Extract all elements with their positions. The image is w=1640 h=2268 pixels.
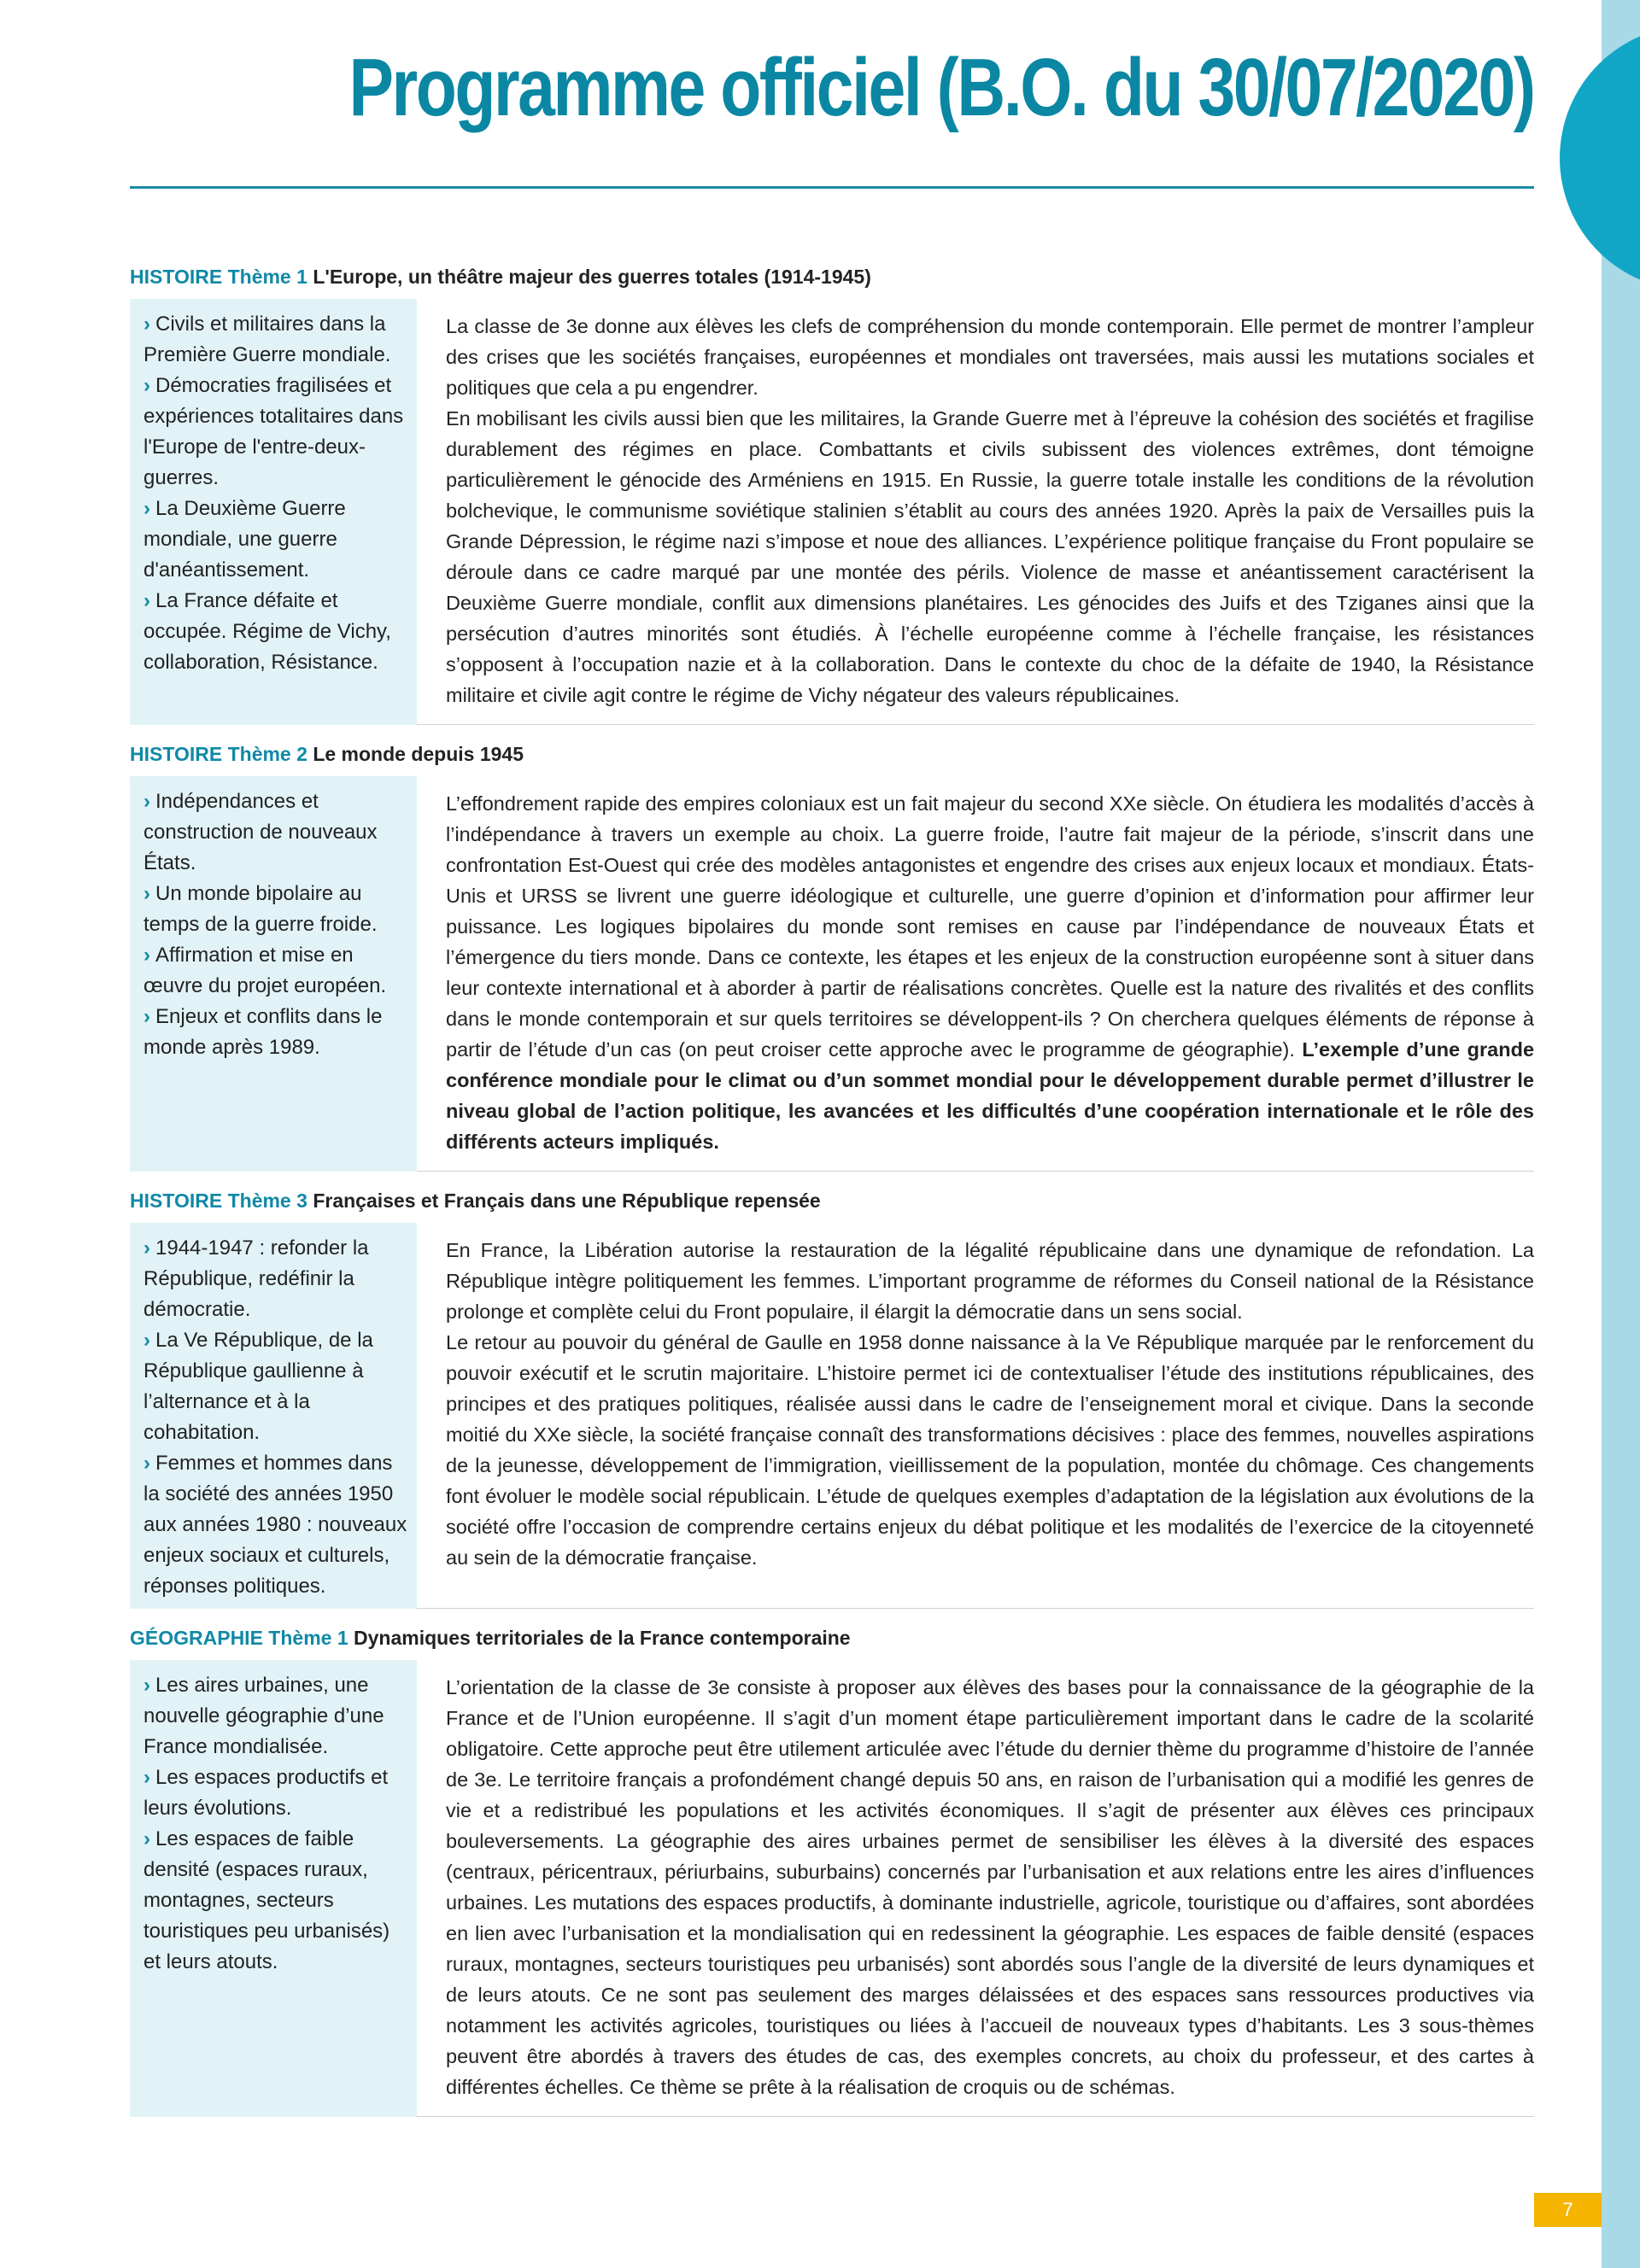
list-item: › Femmes et hommes dans la société des années 1950 aux années 1980 : nouveaux enjeux sociaux et culturels, réponses politiques.: [144, 1452, 407, 1598]
theme-title: Le monde depuis 1945: [313, 743, 524, 765]
list-item: › La Deuxième Guerre mondiale, une guerre d'anéantissement.: [144, 497, 346, 582]
list-item: › Les espaces productifs et leurs évolutions.: [144, 1766, 389, 1820]
page-number-badge: 7: [1534, 2193, 1602, 2227]
page-title: Programme officiel (B.O. du 30/07/2020): [348, 42, 1534, 133]
chevron-right-icon: ›: [144, 589, 150, 612]
chevron-right-icon: ›: [144, 374, 150, 397]
paragraph: Le retour au pouvoir du général de Gaulle en 1958 donne naissance à la Ve République marquée par le renforcement du pouvoir exécutif et le scrutin majoritaire. L’histoire permet ici de contextualiser l’étude des institutions républicaines, des principes et des pratiques politiques, réalisée aussi dans le cadre de l’enseignement moral et civique. Dans la seconde moitié du XXe siècle, la société française connaît des transformations décisives : place des femmes, nouvelles aspirations de la jeunesse, développement de l’immigration, vieillissement de la population, montée du chômage. Ces changements font évoluer le modèle social républicain. L’étude de quelques exemples d’adaptation de la législation aux évolutions de la société offre l’occasion de comprendre certains enjeux du débat politique et les modalités de l’exercice de la citoyenneté au sein de la démocratie française.: [446, 1331, 1534, 1569]
list-item: › Enjeux et conflits dans le monde après 1989.: [144, 1005, 383, 1059]
theme-body: [417, 1223, 1534, 1609]
list-item: › Démocraties fragilisées et expériences totalitaires dans l'Europe de l'entre-deux-guerres.: [144, 374, 404, 489]
chevron-right-icon: ›: [144, 1329, 150, 1352]
theme-body: [417, 1660, 1534, 2117]
paragraph: La classe de 3e donne aux élèves les clefs de compréhension du monde contemporain. Elle permet de montrer l’ampleur des crises que les sociétés françaises, européennes et mondiales ont traversées, mais aussi les mutations sociales et politiques que cela a pu engendrer.: [446, 315, 1534, 399]
chevron-right-icon: ›: [144, 1005, 150, 1028]
list-item: › 1944-1947 : refonder la République, redéfinir la démocratie.: [144, 1236, 369, 1321]
chevron-right-icon: ›: [144, 944, 150, 967]
theme-heading: [130, 1622, 1534, 1653]
theme-body: [417, 299, 1534, 725]
chevron-right-icon: ›: [144, 1452, 150, 1475]
corner-decorative-circle: [1560, 26, 1640, 290]
list-item: › Indépendances et construction de nouveaux États.: [144, 790, 378, 874]
chevron-right-icon: ›: [144, 497, 150, 520]
theme-heading: [130, 1185, 1534, 1216]
right-decorative-strip: [1602, 0, 1640, 2268]
list-item: › La Ve République, de la République gaullienne à l’alternance et à la cohabitation.: [144, 1329, 373, 1444]
list-item: › Un monde bipolaire au temps de la guerre froide.: [144, 882, 378, 936]
theme-heading: [130, 261, 1534, 292]
list-item: › Affirmation et mise en œuvre du projet européen.: [144, 944, 387, 997]
theme-sidebar: [130, 1660, 417, 2117]
chevron-right-icon: ›: [144, 1236, 150, 1260]
paragraph: En mobilisant les civils aussi bien que les militaires, la Grande Guerre met à l’épreuve la cohésion des sociétés et fragilise durablement des régimes en place. Combattants et civils subissent des violences extrêmes, dont témoigne particulièrement le génocide des Arméniens en 1915. En Russie, la guerre totale installe les conditions de la révolution bolchevique, le communisme soviétique stalinien s’établit au cours des années 1920. Après la paix de Versailles puis la Grande Dépression, le régime nazi s’impose et noue des alliances. L’expérience politique française du Front populaire se déroule dans ce cadre marqué par une montée des périls. Violence de masse et anéantissement caractérisent la Deuxième Guerre mondiale, conflit aux dimensions planétaires. Les génocides des Juifs et des Tziganes ainsi que la persécution d’autres minorités sont étudiés. À l’échelle européenne comme à l’échelle française, les résistances s’opposent à l’occupation nazie et à la collaboration. Dans le contexte du choc de la défaite de 1940, la Résistance militaire et civile agit contre le régime de Vichy négateur des valeurs républicaines.: [446, 407, 1534, 706]
chevron-right-icon: ›: [144, 1674, 150, 1697]
list-item: › Les espaces de faible densité (espaces ruraux, montagnes, secteurs touristiques peu urbanisés) et leurs atouts.: [144, 1827, 390, 1973]
theme-sidebar: [130, 776, 417, 1172]
chevron-right-icon: ›: [144, 1766, 150, 1789]
theme-heading: [130, 739, 1534, 769]
theme-geographie-1: [130, 1622, 1534, 2117]
theme-sidebar: [130, 299, 417, 725]
chevron-right-icon: ›: [144, 882, 150, 905]
theme-title: L'Europe, un théâtre majeur des guerres totales (1914-1945): [313, 266, 871, 288]
theme-body: [417, 776, 1534, 1172]
theme-histoire-1: [130, 261, 1534, 725]
theme-subject: HISTOIRE Thème 3: [130, 1190, 308, 1212]
title-underline: [130, 186, 1534, 189]
paragraph: L’effondrement rapide des empires coloniaux est un fait majeur du second XXe siècle. On étudiera les modalités d’accès à l’indépendance à travers un exemple au choix. La guerre froide, l’autre fait majeur de la période, s’inscrit dans une confrontation Est-Ouest qui crée des modèles antagonistes et engendre des crises aux enjeux locaux et mondiaux. États-Unis et URSS se livrent une guerre idéologique et culturelle, une guerre d’opinion et d’information pour affirmer leur puissance. Les logiques bipolaires du monde sont remises en cause par l’indépendance de nouveaux États et l’émergence du tiers monde. Dans ce contexte, les étapes et les enjeux de la construction européenne sont à situer dans leur contexte international et à aborder à partir de réalisations concrètes. Quelle est la nature des rivalités et des conflits dans le monde contemporain et sur quels territoires se développent-ils ? On cherchera quelques éléments de réponse à partir de l’étude d’un cas (on peut croiser cette approche avec le programme de géographie). L’exemple d’une grande conférence mondiale pour le climat ou d’un sommet mondial pour le développement durable permet d’illustrer le niveau global de l’action politique, les avancées et les difficultés d’une coopération internationale et le rôle des différents acteurs impliqués.: [446, 792, 1535, 1153]
theme-subject: GÉOGRAPHIE Thème 1: [130, 1627, 348, 1649]
chevron-right-icon: ›: [144, 1827, 150, 1850]
list-item: › La France défaite et occupée. Régime de Vichy, collaboration, Résistance.: [144, 589, 391, 674]
theme-title: Dynamiques territoriales de la France contemporaine: [354, 1627, 851, 1649]
theme-subject: HISTOIRE Thème 1: [130, 266, 308, 288]
theme-histoire-2: [130, 739, 1534, 1172]
theme-title: Françaises et Français dans une République repensée: [313, 1190, 821, 1212]
theme-sidebar: [130, 1223, 417, 1609]
paragraph: En France, la Libération autorise la restauration de la légalité républicaine dans une dynamique de refondation. La République intègre politiquement les femmes. L’important programme de réformes du Conseil national de la Résistance prolonge et complète celui du Front populaire, il élargit la démocratie dans un sens social.: [446, 1239, 1534, 1323]
themes-container: [130, 261, 1534, 2117]
paragraph: L’orientation de la classe de 3e consiste à proposer aux élèves des bases pour la connaissance de la géographie de la France et de l’Union européenne. Il s’agit d’un moment étape particulièrement important dans le cadre de la scolarité obligatoire. Cette approche peut être utilement articulée avec l’étude du dernier thème du programme d’histoire de l’année de 3e. Le territoire français a profondément changé depuis 50 ans, en raison de l’urbanisation qui a modifié les genres de vie et a redistribué les populations et les activités économiques. Il s’agit de présenter aux élèves ces principaux bouleversements. La géographie des aires urbaines permet de sensibiliser les élèves à la diversité des espaces (centraux, péricentraux, périurbains, suburbains) concernés par l’urbanisation et aux relations entre les aires d’influences urbaines. Les mutations des espaces productifs, à dominante industrielle, agricole, touristique ou d’affaires, sont abordées en lien avec l’urbanisation et la mondialisation qui en redessinent la géographie. Les espaces de faible densité (espaces ruraux, montagnes, secteurs touristiques peu urbanisés) sont abordés sous l’angle de la diversité de leurs dynamiques et de leurs atouts. Ce ne sont pas seulement des marges délaissées et des espaces sans ressources productives via notamment les activités agricoles, touristiques ou liées à l’accueil de nouveaux types d’habitants. Les 3 sous-thèmes peuvent être abordés à travers des études de cas, des exemples concrets, au choix du professeur, et des cartes à différentes échelles. Ce thème se prête à la réalisation de croquis ou de schémas.: [446, 1676, 1534, 2098]
bold-statement: L’exemple d’une grande conférence mondiale pour le climat ou d’un sommet mondial pour le développement durable permet d’illustrer le niveau global de l’action politique, les avancées et les difficultés d’une coopération internationale et le rôle des différents acteurs impliqués.: [446, 1038, 1535, 1153]
chevron-right-icon: ›: [144, 313, 150, 336]
theme-subject: HISTOIRE Thème 2: [130, 743, 308, 765]
list-item: › Les aires urbaines, une nouvelle géographie d’une France mondialisée.: [144, 1674, 384, 1758]
chevron-right-icon: ›: [144, 790, 150, 813]
list-item: › Civils et militaires dans la Première Guerre mondiale.: [144, 313, 391, 366]
theme-histoire-3: [130, 1185, 1534, 1609]
